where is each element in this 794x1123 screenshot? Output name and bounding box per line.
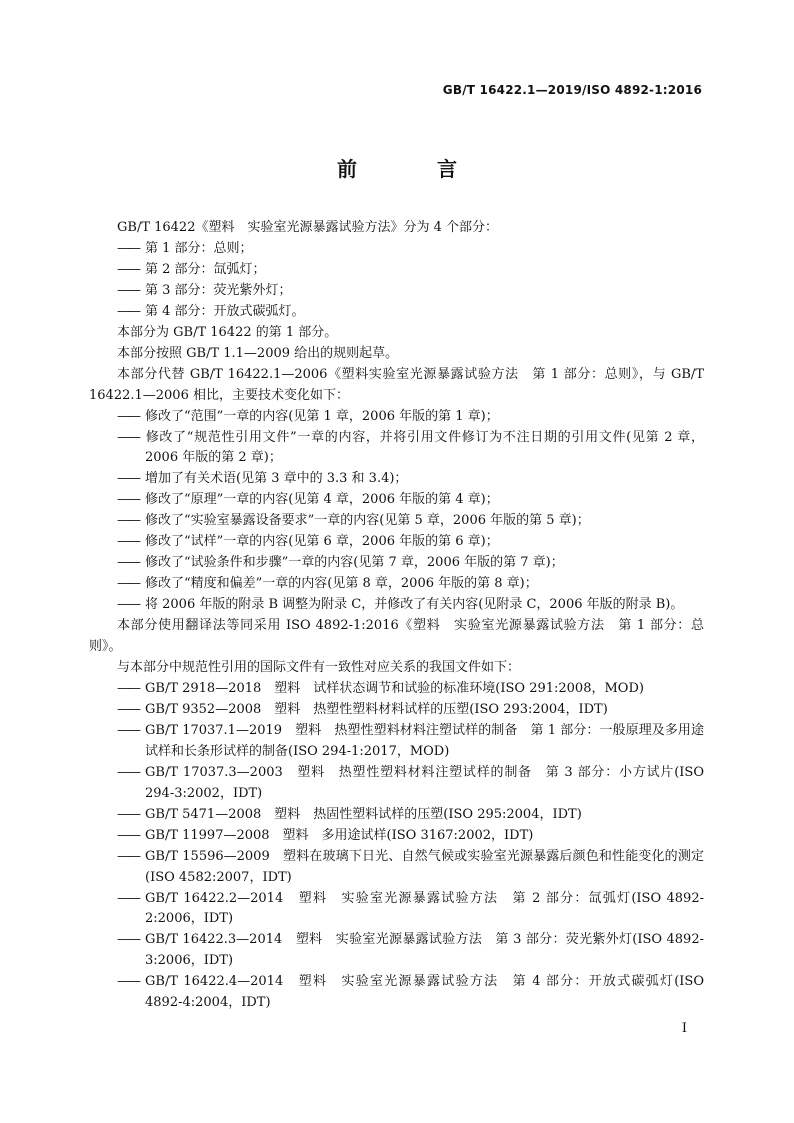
dash-mark: ——	[117, 806, 139, 822]
list-item-text: 修改了“原理”一章的内容(见第 4 章，2006 年版的第 4 章)；	[145, 492, 499, 508]
dash-mark: ——	[117, 408, 139, 424]
list-item-text: 第 1 部分：总则；	[145, 240, 253, 256]
list-item-text: 修改了“规范性引用文件”一章的内容，并将引用文件修订为不注日期的引用文件(见第 2 章，2006 年版的第 2 章)；	[145, 429, 704, 466]
list-item	[89, 407, 704, 428]
list-item	[89, 679, 704, 700]
dash-mark: ——	[117, 534, 139, 550]
dash-mark: ——	[117, 680, 139, 696]
foreword-body	[89, 218, 704, 1014]
list-item-text: GB/T 17037.1—2019 塑料 热塑性塑料材料注塑试样的制备 第 1 部分：一般原理及多用途试样和长条形试样的制备(ISO 294-1:2017，MOD)	[145, 722, 704, 759]
list-item-text: GB/T 16422.3—2014 塑料 实验室光源暴露试验方法 第 3 部分：荧光紫外灯(ISO 4892-3:2006，IDT)	[145, 932, 704, 969]
list-item-text: 修改了“范围”一章的内容(见第 1 章，2006 年版的第 1 章)；	[145, 408, 499, 424]
dash-mark: ——	[117, 764, 139, 780]
dash-mark: ——	[117, 261, 139, 277]
list-item-text: 第 3 部分：荧光紫外灯；	[145, 282, 292, 298]
list-item-text: 第 2 部分：氙弧灯；	[145, 261, 266, 277]
list-item	[89, 700, 704, 721]
dash-mark: ——	[117, 303, 139, 319]
list-item	[89, 490, 704, 511]
list-item-text: 修改了“精度和偏差”一章的内容(见第 8 章，2006 年版的第 8 章)；	[145, 576, 538, 592]
dash-mark: ——	[117, 722, 139, 738]
paragraph: 本部分按照 GB/T 1.1—2009 给出的规则起草。	[117, 345, 399, 361]
list-item	[89, 826, 704, 847]
list-item	[89, 930, 704, 972]
dash-mark: ——	[117, 471, 139, 487]
paragraph: GB/T 16422《塑料 实验室光源暴露试验方法》分为 4 个部分：	[117, 220, 499, 235]
dash-mark: ——	[117, 890, 139, 906]
list-item-text: GB/T 16422.4—2014 塑料 实验室光源暴露试验方法 第 4 部分：开放式碳弧灯(ISO 4892-4:2004，IDT)	[145, 974, 704, 1011]
dash-mark: ——	[117, 848, 139, 864]
list-item	[89, 281, 704, 302]
list-item	[89, 532, 704, 553]
list-item-text: 增加了有关术语(见第 3 章中的 3.3 和 3.4)；	[145, 471, 408, 487]
page-title: 前 言	[337, 157, 487, 181]
list-item-text: 修改了“试样”一章的内容(见第 6 章，2006 年版的第 6 章)；	[145, 534, 499, 550]
dash-mark: ——	[117, 429, 139, 445]
paragraph: 本部分使用翻译法等同采用 ISO 4892-1:2016《塑料 实验室光源暴露试验方法 第 1 部分：总则》。	[89, 618, 704, 655]
list-item	[89, 511, 704, 532]
list-item	[89, 239, 704, 260]
dash-mark: ——	[117, 701, 139, 717]
list-item	[89, 763, 704, 805]
list-item-text: GB/T 15596—2009 塑料在玻璃下日光、自然气候或实验室光源暴露后颜色和性能变化的测定(ISO 4582:2007，IDT)	[145, 848, 704, 885]
paragraph: 与本部分中规范性引用的国际文件有一致性对应关系的我国文件如下：	[117, 660, 521, 676]
list-item	[89, 847, 704, 889]
list-item	[89, 302, 704, 323]
dash-mark: ——	[117, 827, 139, 843]
dash-mark: ——	[117, 576, 139, 592]
dash-mark: ——	[117, 974, 139, 990]
list-item	[89, 260, 704, 281]
list-item-text: GB/T 5471—2008 塑料 热固性塑料试样的压塑(ISO 295:2004，IDT)	[145, 806, 582, 822]
list-item-text: GB/T 16422.2—2014 塑料 实验室光源暴露试验方法 第 2 部分：氙弧灯(ISO 4892-2:2006，IDT)	[145, 890, 704, 927]
list-item	[89, 428, 704, 470]
paragraph: 本部分代替 GB/T 16422.1—2006《塑料实验室光源暴露试验方法 第 1 部分：总则》，与 GB/T 16422.1—2006 相比，主要技术变化如下：	[89, 366, 704, 403]
dash-mark: ——	[117, 597, 139, 613]
list-item-text: GB/T 17037.3—2003 塑料 热塑性塑料材料注塑试样的制备 第 3 部分：小方试片(ISO 294-3:2002，IDT)	[145, 764, 704, 801]
list-item	[89, 595, 704, 616]
list-item-text: GB/T 11997—2008 塑料 多用途试样(ISO 3167:2002，IDT)	[145, 827, 534, 843]
page-number: I	[681, 1021, 687, 1036]
dash-mark: ——	[117, 932, 139, 948]
list-item	[89, 972, 704, 1014]
list-item	[89, 574, 704, 595]
list-item-text: GB/T 2918—2018 塑料 试样状态调节和试验的标准环境(ISO 291:2008，MOD)	[145, 680, 644, 696]
dash-mark: ——	[117, 282, 139, 298]
list-item	[89, 805, 704, 826]
standard-code: GB/T 16422.1—2019/ISO 4892-1:2016	[442, 83, 702, 97]
list-item-text: 将 2006 年版的附录 B 调整为附录 C，并修改了有关内容(见附录 C，2006 年版的附录 B)。	[145, 597, 684, 613]
list-item-text: 修改了“实验室暴露设备要求”一章的内容(见第 5 章，2006 年版的第 5 章)；	[145, 513, 590, 529]
paragraph: 本部分为 GB/T 16422 的第 1 部分。	[117, 324, 338, 340]
dash-mark: ——	[117, 492, 139, 508]
list-item	[89, 721, 704, 763]
list-item	[89, 553, 704, 574]
dash-mark: ——	[117, 513, 139, 529]
list-item-text: 第 4 部分：开放式碳弧灯。	[145, 303, 305, 319]
dash-mark: ——	[117, 555, 139, 571]
list-item-text: GB/T 9352—2008 塑料 热塑性塑料材料试样的压塑(ISO 293:2004，IDT)	[145, 701, 608, 717]
list-item	[89, 469, 704, 490]
list-item-text: 修改了“试验条件和步骤”一章的内容(见第 7 章，2006 年版的第 7 章)；	[145, 555, 564, 571]
list-item	[89, 889, 704, 931]
dash-mark: ——	[117, 240, 139, 256]
